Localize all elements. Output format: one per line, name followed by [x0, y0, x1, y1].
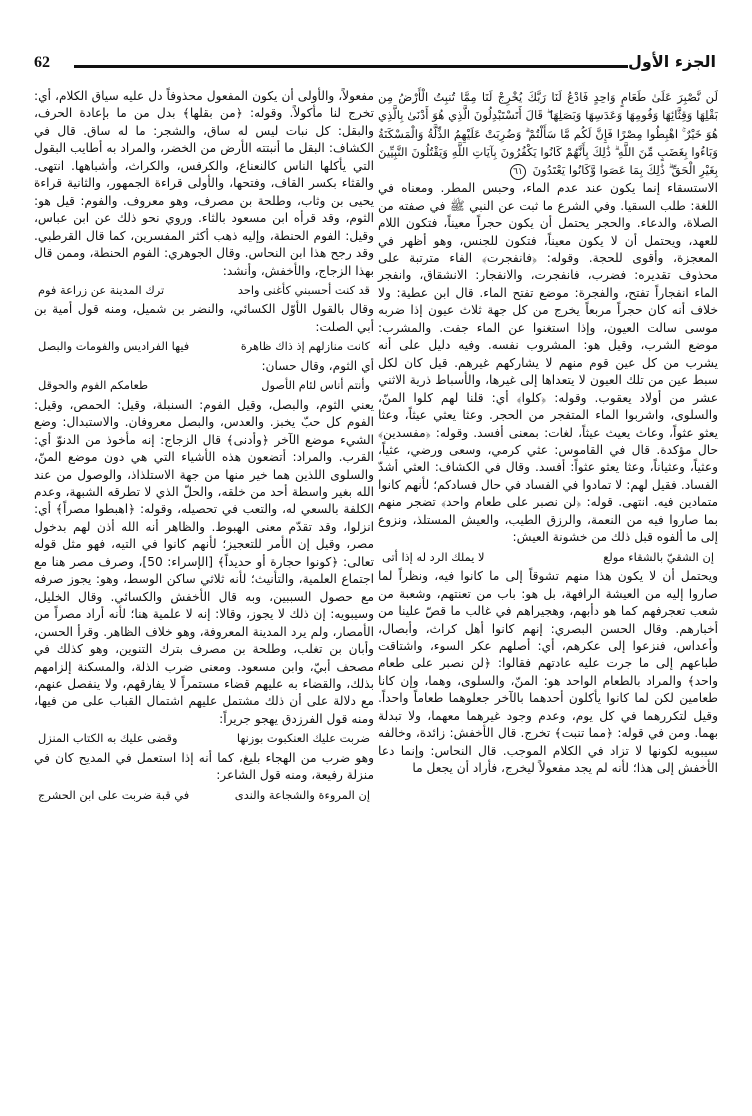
poem-line: [34, 730, 374, 747]
poem-hemistich-second: لا يملك الرد له إذا أتى: [382, 549, 485, 564]
poem-hemistich-second: طعامكم الفوم والحوقل: [38, 378, 149, 393]
poem-hemistich-second: في قبة ضربت على ابن الحشرج: [38, 787, 190, 802]
poem-hemistich-first: ضربت عليك العنكبوت بوزنها: [236, 731, 370, 746]
poem-hemistich-first: قد كنت أحسبني كأغنى واحد: [237, 282, 370, 297]
commentary-paragraph-1: الاستسقاء إنما يكون عند عدم الماء، وحبس المطر. ومعناه في اللغة: طلب السقيا. وفي الشرع ما ثبت عن النبي ﷺ في صفته من الصلاة، والدعاء. والحجر يحتمل أن يكون حجراً معيناً، فتكون اللام للعهد، ويحتمل أن لا يكون معيناً، فتكون للجنس، وهو أظهر في المعجزة، وأقوى للحجة. وقوله: ﴿فانفجرت﴾ الفاء مترتبة على محذوف تقديره: فضرب، فانفجرت، والانفجار: الانشقاق، وانفجر الماء انفجاراً تفتح، والفجرة: موضع تفتح الماء. قال ابن عطية: ولا خلاف أنه كان حجراً مربعاً يخرج من كل جهة ثلاث عيون إذا ضربه موسى سالت العيون، وإذا استغنوا عن الماء جفت. والمشرب: موضع الشرب، وقيل هو: المشروب نفسه. وفيه دليل على أنه يشرب من كل عين قوم منهم لا يشاركهم غيرهم. قيل كان لكل سبط عين من تلك العيون لا يتعداها إلى غيرها، والأسباط ذرية الاثني عشر من أولاد يعقوب. وقوله: ﴿كلوا﴾ أي: قلنا لهم كلوا المنّ، والسلوى، واشربوا الماء المتفجر من الحجر. وعثا يعثي عيثاً، وعثا يعثو عثواً، وعاث يعيث عيثاً، لغات: بمعنى أفسد. وقوله: ﴿مفسدين﴾ حال مؤكدة. قال في القاموس: عثي كرمي، وسعى ورضي، عثياً، وعثياً، وعثياناً، وعثا يعثو عثواً: أفسد. وقال في الكشاف: العثي أشدّ الفساد. فقيل لهم: لا تمادوا في الفساد في حال فسادكم؛ لأنهم كانوا متمادين فيه. انتهى. قوله: ﴿لن نصبر على طعام واحد﴾ تضجر منهم بما صاروا فيه من النعمة، والرزق الطيب، والعيش المستلذ، ونزوع إلى ما ألفوه قبل ذلك من خشونة العيش:: [378, 181, 718, 545]
commentary-paragraph-2: ويحتمل أن لا يكون هذا منهم تشوقاً إلى ما كانوا فيه، ونظراً لما صاروا إليه من العيشة الرافهة، بل هو: باب من تعنتهم، وشعبة من شعب تعجرفهم كما هو دأبهم، وهجيراهم في غالب ما قصّ علينا من أخبارهم. وقال الحسن البصري: إنهم كانوا أهل كراث، وأبصال، وأعداس، فنزعوا إلى عكرهم، أي: أصلهم عكر السوء، واشتاقت طباعهم إلى ما جرت عليه عادتهم فقالوا: ﴿لن نصبر على طعام واحد﴾ والمراد بالطعام الواحد هو: المنّ، والسلوى، وهما، وإن كانا طعامين لكن لما كانوا يأكلون أحدهما بالآخر جعلوهما طعاماً واحداً. وقيل لتكررهما في كل يوم، وعدم وجود غيرهما معهما، ولا تبدلة بهما. ومن في قوله: ﴿مما تنبت﴾ تخرج. قال الأخفش: زائدة، وخالفه سيبويه لكونها لا تزاد في الكلام الموجب. قال النحاس: وإنما دعا الأخفش إلى هذا؛ لأنه لم يجد مفعولاً ليخرج، فأراد أن يجعل ما: [378, 569, 718, 776]
commentary-paragraph-5: أي الثوم، وقال حسان:: [261, 358, 374, 373]
poem-hemistich-first: إن المروءة والشجاعة والندى: [234, 787, 370, 802]
poem-hemistich-first: وأنتم أناس لئام الأصول: [261, 378, 370, 393]
commentary-paragraph-6: يعني الثوم، والبصل، وقيل الفوم: السنبلة، وقيل: الحمص، وقيل: الفوم كل حبّ يخبز. والعدس، والبصل معروفان. والاستبدال: وضع الشيء موضع الآخر ﴿وأدنى﴾ قال الزجاج: إنه مأخوذ من الدنوّ أي: القرب. والمراد: أتضعون هذه الأشياء التي هي دون موضع المنّ، والسلوى اللذين هما خير منها من جهة الاستلذاذ، والوصول من عند الله بغير واسطة أحد من خلقه، والحلّ الذي لا تطرقه الشبهة، وعدم الكلفة بالسعي له، والتعب في تحصيله، وقوله: ﴿اهبطوا مصراً﴾ أي: انزلوا، وقد تقدّم معنى الهبوط. والظاهر أنه الله أذن لهم بدخول مصر، وقيل إن الأمر للتعجيز؛ لأنهم كانوا في التيه، فهو مثل قوله تعالى: ﴿كونوا حجارة أو حديداً﴾ [الإسراء: 50]، وصرف مصر هنا مع اجتماع العلمية، والتأنيث؛ لأنه ثلاثي ساكن الوسط، وهو: يجوز صرفه مع حصول السببين، وبه قال الأخفش والكسائي. وقال الخليل، وسيبويه: إن ذلك لا يجوز، وقالا: إنه لا علمية هنا؛ لأنه أراد مصراً من الأمصار، ولم يرد المدينة المعروفة، وهو خلاف الظاهر. وقرأ الحسن، وأبان بن تغلب، وطلحة بن مصرف بترك التنوين، وهو كذلك في مصحف أبيّ، وابن مسعود. ومعنى ضرب الذلة، والمسكنة إلزامهم بذلك، والقضاء به عليهم قضاء مستمراً لا يفارقهم، ولا ينفصل عنهم، مع دلالة على أن ذلك مشتمل عليهم اشتمال القباب على من فيها، ومنه قول الفرزدق يهجو جريراً:: [34, 397, 375, 726]
poem-hemistich-second: وقضى عليك به الكتاب المنزل: [38, 731, 178, 746]
poem-line: [34, 282, 374, 299]
quran-verse: [378, 88, 718, 180]
quran-verse-text: لَن نَّصْبِرَ عَلَىٰ طَعَامٍ وَاحِدٍ فَادْعُ لَنَا رَبَّكَ يُخْرِجْ لَنَا مِمَّا تُنبِتُ الْأَرْضُ مِن بَقْلِهَا وَقِثَّائِهَا وَفُومِهَا وَعَدَسِهَا وَبَصَلِهَا ۖ قَالَ أَتَسْتَبْدِلُونَ الَّذِي هُوَ أَدْنَىٰ بِالَّذِي هُوَ خَيْرٌ ۚ اهْبِطُوا مِصْرًا فَإِنَّ لَكُم مَّا سَأَلْتُمْ ۗ وَضُرِبَتْ عَلَيْهِمُ الذِّلَّةُ وَالْمَسْكَنَةُ وَبَاءُوا بِغَضَبٍ مِّنَ اللَّهِ ۗ ذَٰلِكَ بِأَنَّهُمْ كَانُوا يَكْفُرُونَ بِآيَاتِ اللَّهِ وَيَقْتُلُونَ النَّبِيِّينَ بِغَيْرِ الْحَقِّ ۗ ذَٰلِكَ بِمَا عَصَوا وَّكَانُوا يَعْتَدُونَ: [378, 90, 718, 178]
commentary-paragraph-4: وقال بالقول الأوّل الكسائي، والنضر بن شميل، ومنه قول أمية بن أبي الصلت:: [34, 302, 374, 334]
header-rule: [74, 65, 628, 68]
page-number: 62: [34, 54, 50, 71]
commentary-paragraph-7: وهو ضرب من الهجاء بليغ، كما أنه إذا استعمل في المديح كان في منزلة رفيعة، ومنه قول الشاعر:: [34, 750, 374, 783]
verse-number-marker: ٦١: [510, 164, 526, 180]
poem-hemistich-second: فيها الفراديس والفومات والبصل: [38, 339, 190, 354]
poem-hemistich-first: إن الشقيّ بالشقاء مولع: [603, 549, 714, 564]
left-column: [34, 88, 374, 806]
poem-hemistich-second: ترك المدينة عن زراعة فوم: [38, 282, 165, 297]
commentary-paragraph-3: مفعولاً، والأولى أن يكون المفعول محذوفاً دل عليه سياق الكلام، أي: تخرج لنا مأكولاً. وقوله: ﴿من بقلها﴾ بدل من ما بإعادة الحرف، والبقل: كل نبات ليس له ساق، والشجر: ما له ساق. قال في الكشاف: البقل ما أنبتته الأرض من الخضر، والمراد به أطايب البقول التي يأكلها الناس كالنعناع، والكرفس، والكراث، وأشباهها. انتهى. والقثاء بكسر القاف، وفتحها، والأولى قراءة الجمهور، والثانية قراءة يحيى بن وثاب، وطلحة بن مصرف، وهو معروف. والفوم: قيل هو: الثوم، وقد قرأه ابن مسعود بالثاء. وروي نحو ذلك عن ابن عباس، وقيل: الفوم الحنطة، وإليه ذهب أكثر المفسرين، كما قال القرطبي. وقد رجح هذا ابن النحاس. وقال الجوهري: الفوم الحنطة، وممن قال بهذا الزجاج، والأخفش، وأنشد:: [34, 89, 374, 278]
right-column: [378, 88, 718, 778]
poem-line: [34, 338, 374, 355]
poem-hemistich-first: كانت منازلهم إذ ذاك ظاهرة: [240, 339, 370, 354]
poem-line: [34, 787, 374, 804]
poem-line: [378, 549, 718, 566]
running-title: الجزء الأول: [628, 52, 716, 71]
poem-line: [34, 377, 374, 394]
